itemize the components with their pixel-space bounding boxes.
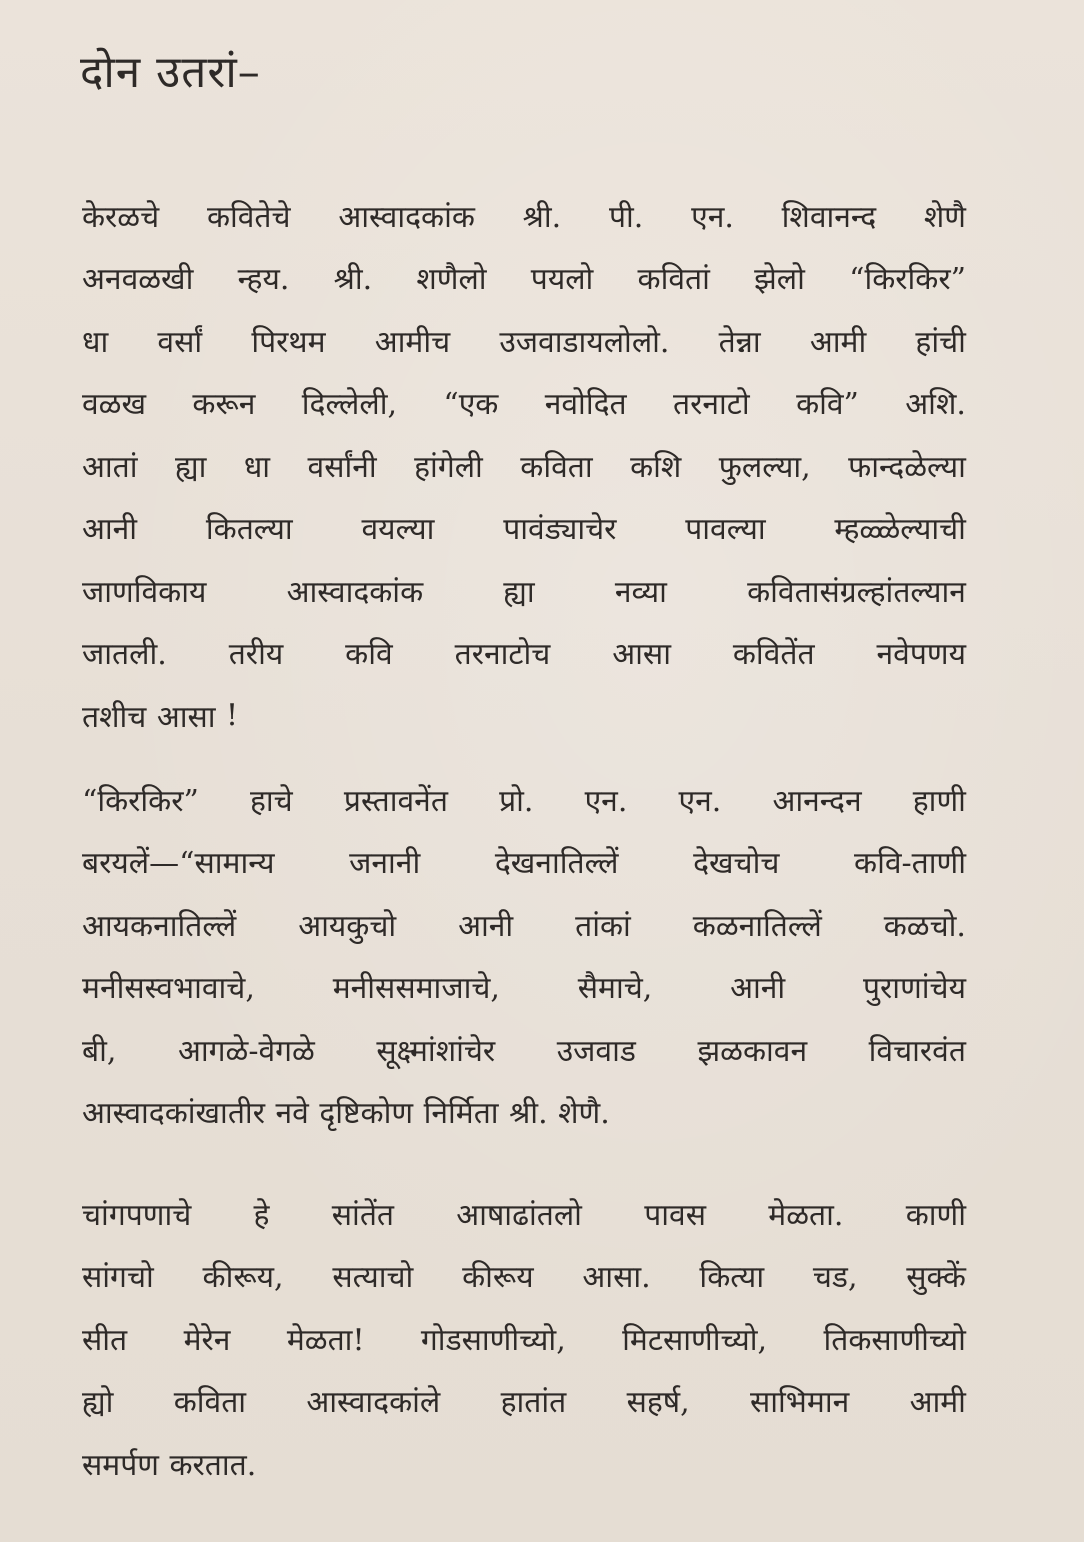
word: सुक्कें [906, 1260, 966, 1296]
word: तिकसाणीच्यो [823, 1322, 966, 1358]
word: कवि” [796, 387, 859, 423]
word: चड, [812, 1260, 858, 1296]
word: न्हय. [237, 262, 290, 298]
word: करतात. [169, 1447, 257, 1483]
word: मिटसाणीच्यो, [622, 1322, 768, 1358]
word: तेन्ना [718, 324, 761, 360]
word: विचारवंत [868, 1033, 966, 1069]
word: आयकनातिल्लें [82, 908, 237, 944]
word: दृष्टिकोण [319, 1096, 414, 1132]
text-line [82, 309, 966, 372]
text-line [82, 434, 966, 497]
word: ! [226, 697, 239, 733]
word: मेरेन [183, 1322, 231, 1358]
word: तशीच [82, 699, 147, 735]
word: कितल्या [205, 512, 293, 548]
word: आस्वादकांक [338, 199, 475, 235]
word: आस्वादकांले [306, 1385, 441, 1421]
word: सूक्ष्मांशांचेर [376, 1033, 496, 1069]
word: समर्पण [82, 1447, 159, 1483]
text-line [82, 1370, 966, 1433]
text-line [82, 1081, 966, 1144]
word: पी. [608, 199, 644, 235]
text-line [82, 1245, 966, 1308]
word: दिल्लेली, [301, 387, 397, 423]
word: हांची [915, 324, 966, 360]
paragraph-3 [82, 1182, 966, 1495]
text-line [82, 768, 966, 831]
word: नवेपणय [876, 637, 966, 673]
word: शेणै. [558, 1096, 610, 1132]
word: मनीससमाजाचे, [332, 971, 500, 1007]
word: हाणी [912, 783, 966, 819]
text-line [82, 831, 966, 894]
word: एन. [584, 783, 628, 819]
word: आस्वादकांक [286, 574, 424, 610]
word: मेळता! [286, 1322, 365, 1358]
word: आयकुचो [298, 908, 397, 944]
word: अशि. [905, 387, 966, 423]
word: सहर्ष, [626, 1385, 690, 1421]
word: वयल्या [361, 512, 435, 548]
text-line [82, 559, 966, 622]
page-title: दोन उतरां– [80, 47, 261, 98]
word: अनवळखी [82, 262, 194, 298]
word: एन. [691, 199, 734, 235]
word: श्री. [509, 1096, 548, 1132]
word: पयलो [530, 262, 594, 298]
word: कवितेंत [732, 637, 815, 673]
word: आनी [458, 908, 514, 944]
word: कित्या [699, 1260, 765, 1296]
word: शिवानन्द [781, 199, 877, 235]
word: आषाढांतलो [456, 1197, 582, 1233]
word: जनानी [349, 846, 421, 882]
word: ह्या [174, 449, 207, 485]
word: तरनाटो [673, 387, 750, 423]
word: आनी [730, 971, 786, 1007]
paragraph-2 [82, 768, 966, 1143]
text-line [82, 622, 966, 685]
word: जातली. [82, 637, 167, 673]
word: काणी [905, 1197, 966, 1233]
word: सांतेंत [331, 1197, 395, 1233]
word: ह्यो [82, 1385, 114, 1421]
text-line [82, 1182, 966, 1245]
word: कवितेचे [206, 199, 291, 235]
word: साभिमान [749, 1385, 850, 1421]
word: धा [243, 449, 271, 485]
word: नव्या [614, 574, 667, 610]
word: आसा. [582, 1260, 651, 1296]
word: पिरथम [251, 324, 326, 360]
word: म्हळ्ळेल्याची [834, 512, 966, 548]
word: बी, [82, 1033, 117, 1069]
word: हाचे [249, 783, 293, 819]
word: श्री. [522, 199, 562, 235]
word: निर्मिता [423, 1096, 499, 1132]
word: कवि [345, 637, 393, 673]
word: हांगेली [414, 449, 483, 485]
word: सैमाचे, [577, 971, 653, 1007]
word: कवितासंग्रल्हांतल्यान [747, 574, 966, 610]
word: आसा [612, 637, 671, 673]
word: श्री. [333, 262, 373, 298]
word: कीरूय [462, 1260, 534, 1296]
word: फुलल्या, [718, 449, 811, 485]
word: मनीसस्वभावाचे, [82, 971, 255, 1007]
word: कविता [520, 449, 593, 485]
text-line [82, 497, 966, 560]
text-line [82, 1307, 966, 1370]
text-line [82, 372, 966, 435]
word: सत्याचो [332, 1260, 414, 1296]
word: कळचो. [883, 908, 966, 944]
text-line [82, 684, 966, 747]
word: शेणै [923, 199, 966, 235]
word: सांगचो [82, 1260, 154, 1296]
word: चांगपणाचे [82, 1197, 192, 1233]
word: झेलो [754, 262, 805, 298]
word: शणैलो [416, 262, 487, 298]
text-line [82, 1018, 966, 1081]
word: तरीय [228, 637, 284, 673]
word: देखनातिल्लें [494, 846, 619, 882]
word: केरळचे [82, 199, 160, 235]
word: कशि [630, 449, 682, 485]
word: पावल्या [685, 512, 766, 548]
word: हे [253, 1197, 270, 1233]
word: नवे [275, 1096, 309, 1132]
word: “एक [443, 387, 499, 423]
word: आस्वादकांखातीर [82, 1096, 265, 1132]
word: कवितां [637, 262, 710, 298]
word: जाणविकाय [82, 574, 207, 610]
word: आनी [82, 512, 138, 548]
word: उजवाडायलोलो. [499, 324, 670, 360]
text-line [82, 247, 966, 310]
word: देखचोच [693, 846, 780, 882]
word: बरयलें—“सामान्य [82, 846, 275, 882]
word: कळनातिल्लें [692, 908, 822, 944]
word: करून [192, 387, 256, 423]
word: सीत [82, 1322, 128, 1358]
word: फान्दळेल्या [848, 449, 966, 485]
text-line [82, 184, 966, 247]
word: प्रो. [499, 783, 534, 819]
text-line [82, 956, 966, 1019]
word: “किरकिर” [82, 783, 199, 819]
word: वळख [82, 387, 147, 423]
word: आनन्दन [772, 783, 862, 819]
word: पावस [644, 1197, 706, 1233]
word: वर्सां [157, 324, 203, 360]
word: ह्या [503, 574, 535, 610]
word: आमी [809, 324, 867, 360]
word: हातांत [500, 1385, 567, 1421]
word: मेळता. [768, 1197, 844, 1233]
word: प्रस्तावनेंत [343, 783, 448, 819]
paragraph-1 [82, 184, 966, 747]
word: वर्सांनी [307, 449, 377, 485]
word: पावंड्याचेर [503, 512, 617, 548]
text-line [82, 893, 966, 956]
word: आमीच [374, 324, 451, 360]
word: गोडसाणीच्यो, [420, 1322, 566, 1358]
word: तरनाटोच [454, 637, 551, 673]
word: कीरूय, [202, 1260, 284, 1296]
word: एन. [678, 783, 722, 819]
word: नवोदित [544, 387, 627, 423]
word: आतां [82, 449, 138, 485]
word: कविता [173, 1385, 247, 1421]
word: “किरकिर” [849, 262, 966, 298]
word: आमी [909, 1385, 966, 1421]
word: आसा [156, 699, 216, 735]
word: उजवाड [556, 1033, 636, 1069]
word: तांकां [575, 908, 631, 944]
word: पुराणांचेय [863, 971, 966, 1007]
word: धा [82, 324, 109, 360]
word: झळकावन [697, 1033, 808, 1069]
word: आगळे-वेगळे [177, 1033, 315, 1069]
text-line [82, 1432, 966, 1495]
word: कवि-ताणी [854, 846, 966, 882]
